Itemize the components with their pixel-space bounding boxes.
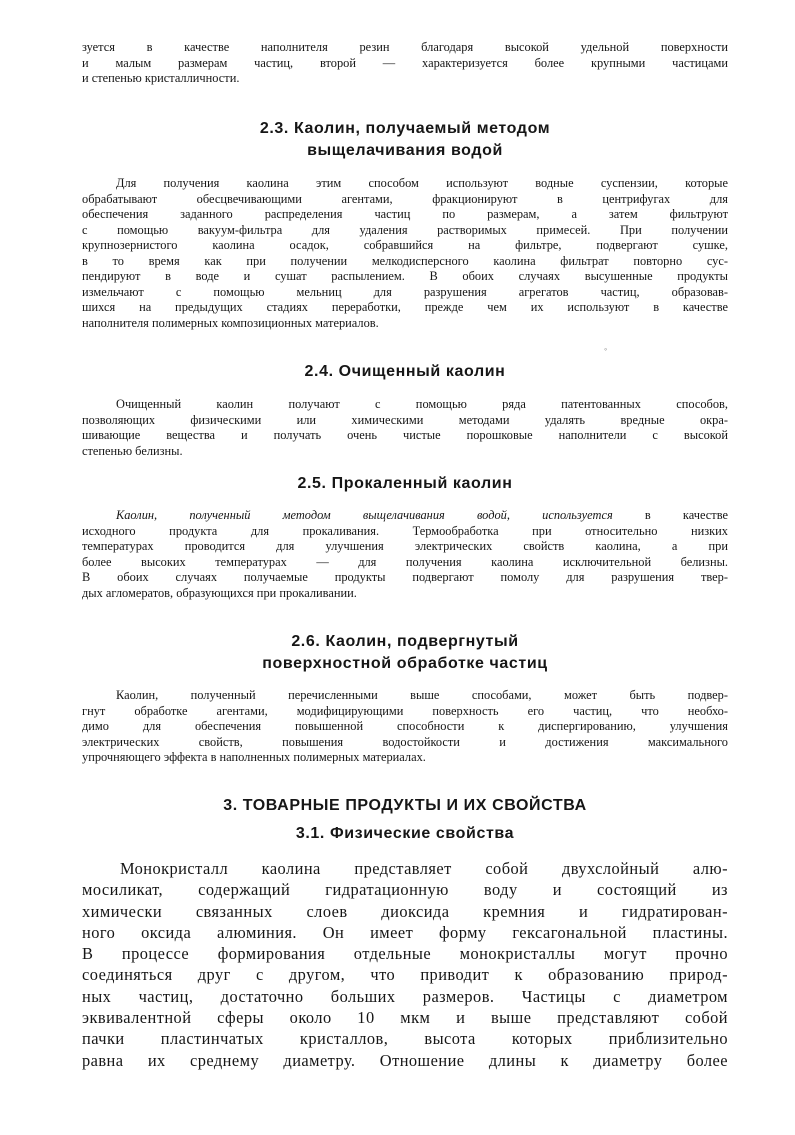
text-line: и степенью кристалличности.: [82, 71, 240, 85]
text-line: ных частиц, достаточно больших размеров. Частицы с диаметром: [82, 986, 728, 1006]
text-line: более высоких температурах — для получения каолина исключительной белизны.: [82, 554, 728, 569]
text-line: с помощью вакуум-фильтра для удаления растворимых примесей. При получении: [82, 222, 728, 237]
text-line: Для получения каолина этим способом используют водные суспензии, которые: [116, 176, 728, 190]
section-3-1-heading: 3.1. Физические свойства: [295, 825, 515, 842]
text-line: электрических свойств, повышения водостойкости и достижения максимального: [82, 734, 728, 749]
text-line: химически связанных слоев диоксида кремния и гидратирован-: [82, 901, 728, 921]
text-line: температурах проводится для улучшения электрических свойств каолина, а при: [82, 539, 728, 553]
text-line: Монокристалл каолина представляет собой двухслойный алю-: [120, 859, 728, 878]
text-line: гнут обработке агентами, модифицирующими поверхность его частиц, что необхо-: [82, 703, 728, 718]
section-2-5-paragraph: [82, 508, 728, 601]
section-2-3-heading: 2.3. Каолин, получаемый методом выщелачивания водой: [259, 120, 551, 159]
italic-phrase: Каолин, полученный методом выщелачивания водой, используется: [116, 508, 613, 522]
text-line: упрочняющего эффекта в наполненных полимерных материалах.: [82, 750, 426, 764]
text-line: дых агломератов, образующихся при прокаливании.: [82, 585, 357, 600]
section-2-4-heading: 2.4. Очищенный каолин: [304, 363, 506, 380]
text-line: зуется в качестве наполнителя резин благодаря высокой удельной поверхности: [82, 40, 728, 54]
text-line: соединяться друг с другом, что приводит к образованию природ-: [82, 965, 728, 985]
text-line: обрабатывают обесцвечивающими агентами, фракционируют в центрифугах для: [82, 191, 728, 206]
text-line: Каолин, полученный перечисленными выше способами, может быть подвер-: [116, 688, 728, 702]
text-line: димо для обеспечения повышенной способности к диспергированию, улучшения: [82, 719, 728, 733]
text-line: эквивалентной сферы около 10 мкм и выше представляют собой: [82, 1008, 728, 1028]
text-line: измельчают с помощью мельниц для разрушения агрегатов частиц, образовав-: [82, 284, 728, 299]
text-line: шихся на предыдущих стадиях переработки, прежде чем их используют в качестве: [82, 300, 728, 314]
text-line: пачки пластинчатых кристаллов, высота которых приблизительно: [82, 1029, 728, 1049]
text-line: Каолин, полученный методом выщелачивания водой, используется в качестве: [116, 508, 728, 522]
text-line: пендируют в воде и сушат распылением. В обоих случаях высушенные продукты: [82, 269, 728, 283]
intro-paragraph: [82, 40, 728, 87]
text-line: исходного продукта для прокаливания. Термообработка при относительно низких: [82, 523, 728, 538]
text-line: степенью белизны.: [82, 443, 183, 458]
text-line: ного оксида алюминия. Он имеет форму гексагональной пластины.: [82, 922, 728, 942]
text-line: шивающие вещества и получать очень чистые порошковые наполнители с высокой: [82, 428, 728, 442]
section-2-5-heading: 2.5. Прокаленный каолин: [297, 475, 513, 492]
section-3-1-paragraph: [82, 858, 728, 1071]
scan-speck: ◦: [604, 344, 608, 354]
text-line: В обоих случаях получаемые продукты подвергают помолу для разрушения твер-: [82, 570, 728, 584]
text-line: позволяющих физическими или химическими методами удалять вредные окра-: [82, 412, 728, 427]
text-line: наполнителя полимерных композиционных материалов.: [82, 315, 379, 330]
section-2-6-heading: 2.6. Каолин, подвергнутый поверхностной обработке частиц: [262, 633, 548, 672]
text-line: обеспечения заданного распределения частиц по размерам, а затем фильтруют: [82, 207, 728, 221]
section-2-6-paragraph: [82, 688, 728, 766]
text-line: равна их среднему диаметру. Отношение длины к диаметру более: [82, 1050, 728, 1070]
section-2-3-paragraph: [82, 176, 728, 331]
text-line: Очищенный каолин получают с помощью ряда патентованных способов,: [116, 397, 728, 411]
chapter-3-heading: 3. ТОВАРНЫЕ ПРОДУКТЫ И ИХ СВОЙСТВА: [223, 797, 587, 814]
text-line: мосиликат, содержащий гидратационную воду и состоящий из: [82, 880, 728, 900]
text-line: и малым размерам частиц, второй — характеризуется более крупными частицами: [82, 55, 728, 70]
section-2-4-paragraph: [82, 397, 728, 459]
text-line: в то время как при получении мелкодисперсного каолина фильтрат повторно сус-: [82, 253, 728, 268]
text-line: крупнозернистого каолина осадок, собравшийся на фильтре, подвергают сушке,: [82, 238, 728, 252]
text-line: В процессе формирования отдельные монокристаллы могут прочно: [82, 944, 728, 964]
